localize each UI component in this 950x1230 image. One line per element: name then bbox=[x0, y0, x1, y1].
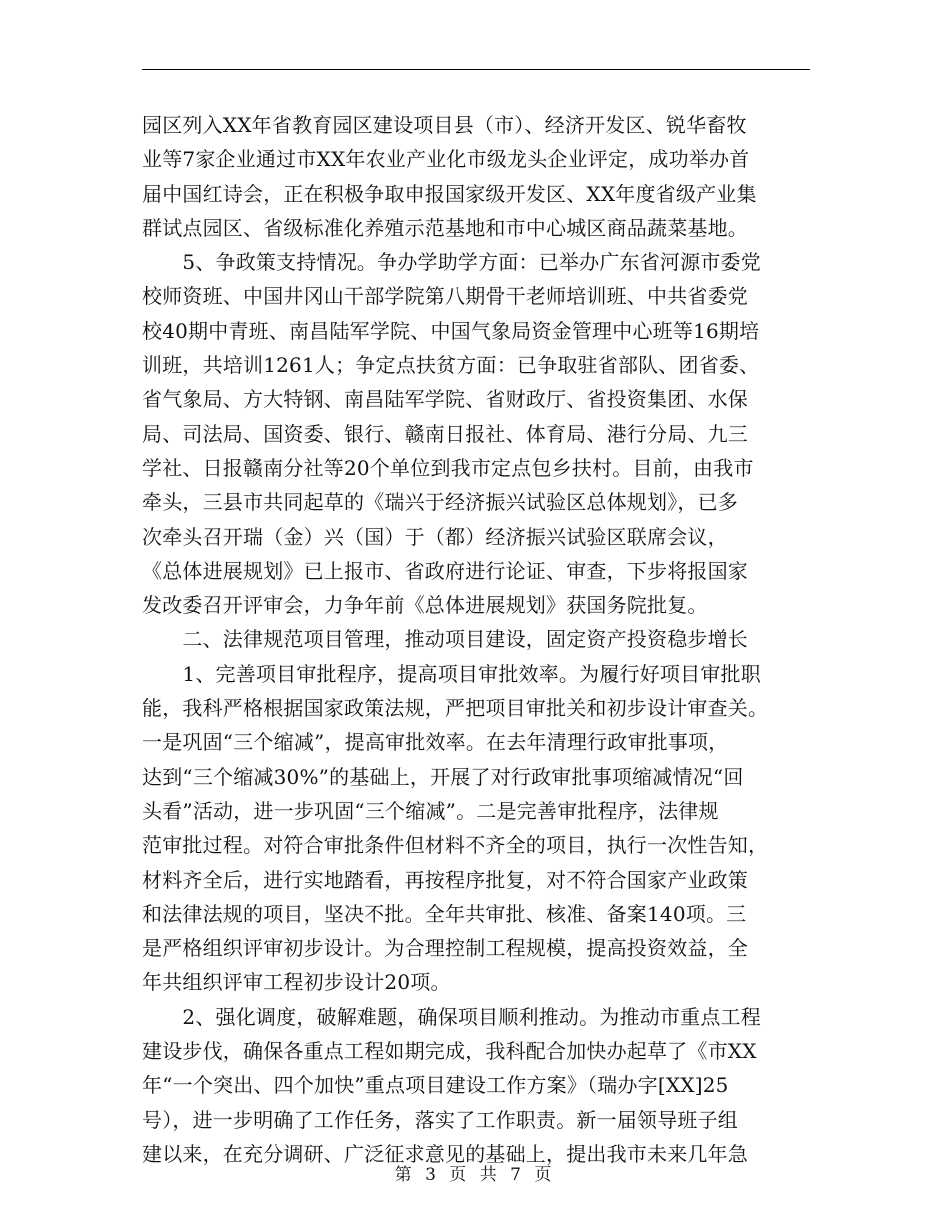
text-line: 业等7家企业通过市XX年农业产业化市级龙头企业评定，成功举办首 bbox=[142, 147, 750, 172]
text-line: 建以来，在充分调研、广泛征求意见的基础上，提出我市未来几年急 bbox=[142, 1141, 748, 1166]
text-line: 校师资班、中国井冈山干部学院第八期骨干老师培训班、中共省委党 bbox=[142, 284, 748, 309]
text-line: 省气象局、方大特钢、南昌陆军学院、省财政厅、省投资集团、水保 bbox=[142, 387, 748, 412]
text-line: 园区列入XX年省教育园区建设项目县（市）、经济开发区、锐华畜牧 bbox=[142, 113, 747, 137]
text-line: 5、争政策支持情况。争办学助学方面：已举办广东省河源市委党 bbox=[142, 250, 761, 275]
body-text bbox=[142, 108, 810, 1171]
text-line: 号），进一步明确了工作任务，落实了工作职责。新一届领导班子组 bbox=[142, 1107, 738, 1132]
text-line: 校40期中青班、南昌陆军学院、中国气象局资金管理中心班等16期培 bbox=[142, 318, 760, 343]
text-line: 《总体进展规划》已上报市、省政府进行论证、审查，下步将报国家 bbox=[142, 558, 748, 583]
text-line: 和法律法规的项目，坚决不批。全年共审批、核准、备案140项。三 bbox=[142, 901, 747, 926]
text-line: 建设步伐，确保各重点工程如期完成，我科配合加快办起草了《市XX bbox=[142, 1039, 757, 1064]
text-line: 训班，共培训1261人；争定点扶贫方面：已争取驻省部队、团省委、 bbox=[142, 353, 760, 378]
text-line: 群试点园区、省级标准化养殖示范基地和市中心城区商品蔬菜基地。 bbox=[142, 215, 748, 240]
text-line: 范审批过程。对符合审批条件但材料不齐全的项目，执行一次性告知， bbox=[142, 833, 769, 858]
text-line: 届中国红诗会，正在积极争取申报国家级开发区、XX年度省级产业集 bbox=[142, 181, 757, 206]
text-line: 2、强化调度，破解难题，确保项目顺利推动。为推动市重点工程 bbox=[142, 1004, 761, 1029]
text-line: 学社、日报赣南分社等20个单位到我市定点包乡扶村。目前，由我市 bbox=[142, 455, 754, 480]
text-line: 年共组织评审工程初步设计20项。 bbox=[142, 970, 451, 995]
text-line: 能，我科严格根据国家政策法规，严把项目审批关和初步设计审查关。 bbox=[142, 696, 769, 721]
text-line: 牵头，三县市共同起草的《瑞兴于经济振兴试验区总体规划》，已多 bbox=[142, 490, 738, 515]
text-line: 材料齐全后，进行实地踏看，再按程序批复，对不符合国家产业政策 bbox=[142, 867, 748, 892]
text-line: 头看”活动，进一步巩固“三个缩减”。二是完善审批程序，法律规 bbox=[142, 798, 719, 823]
page-number: 第 3 页 共 7 页 bbox=[394, 1165, 556, 1185]
text-line: 1、完善项目审批程序，提高项目审批效率。为履行好项目审批职 bbox=[142, 661, 761, 686]
section-heading: 二、法律规范项目管理，推动项目建设，固定资产投资稳步增长 bbox=[142, 627, 748, 652]
text-line: 年“一个突出、四个加快”重点项目建设工作方案》（瑞办字[XX]25 bbox=[142, 1073, 729, 1098]
text-line: 是严格组织评审初步设计。为合理控制工程规模，提高投资效益，全 bbox=[142, 936, 748, 961]
text-line: 局、司法局、国资委、银行、赣南日报社、体育局、港行分局、九三 bbox=[142, 421, 748, 446]
text-line: 达到“三个缩减30%”的基础上，开展了对行政审批事项缩减情况“回 bbox=[142, 764, 744, 789]
header-rule bbox=[142, 69, 810, 70]
text-line: 次牵头召开瑞（金）兴（国）于（都）经济振兴试验区联席会议， bbox=[142, 524, 728, 549]
text-line: 发改委召开评审会，力争年前《总体进展规划》获国务院批复。 bbox=[142, 593, 708, 618]
text-line: 一是巩固“三个缩减”，提高审批效率。在去年清理行政审批事项， bbox=[142, 730, 729, 755]
